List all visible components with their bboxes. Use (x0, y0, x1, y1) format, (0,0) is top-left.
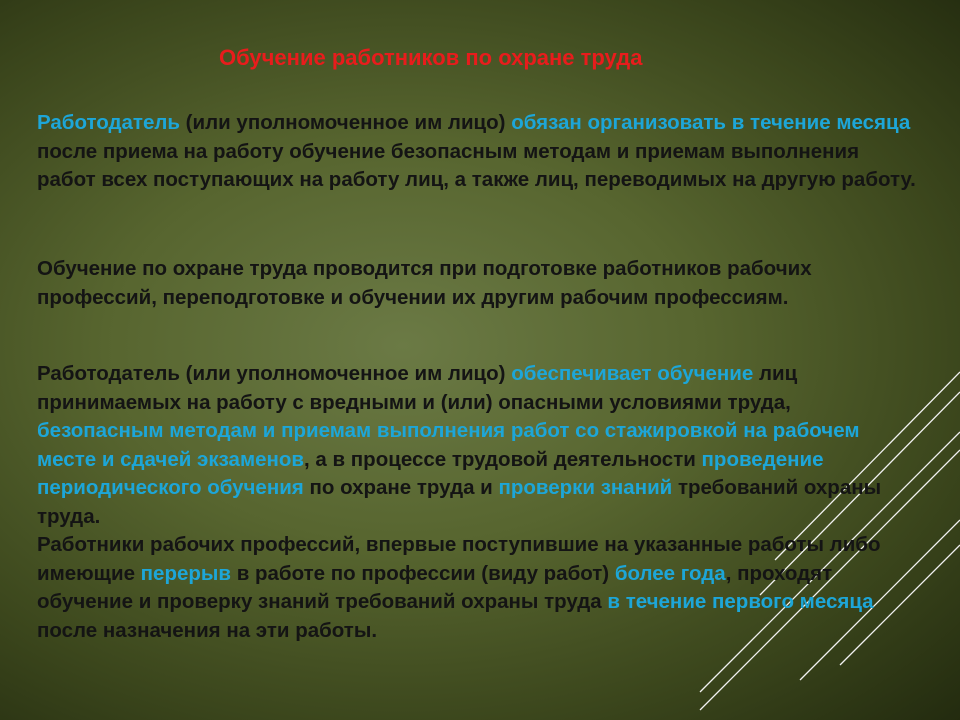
highlighted-text: перерыв (140, 561, 232, 585)
body-text: Работодатель (или уполномоченное им лицо) (37, 362, 512, 385)
body-text: (или уполномоченное им лицо) (179, 111, 512, 134)
body-text: , проходят обучение и проверку знаний требований охраны труда (37, 561, 833, 613)
paragraph-employer-duty (37, 109, 917, 195)
highlighted-text: безопасным методам и приемам выполнения работ со стажировкой на рабочем месте и сдачей экзаменов (37, 419, 860, 471)
slide-title: Обучение работников по охране труда (219, 45, 643, 70)
highlighted-text: обязан организовать в течение месяца (511, 111, 911, 134)
body-text: Обучение по охране труда проводится при подготовке работников рабочих профессий, переподготовке и обучении их другим рабочим профессиям. (37, 257, 812, 309)
highlighted-text: более года (614, 561, 726, 585)
body-text: после назначения на эти работы. (37, 618, 378, 642)
body-text: после приема на работу обучение безопасным методам и приемам выполнения работ всех поступающих на работу лиц, а также лиц, переводимых на другую работу. (37, 139, 916, 191)
paragraph-training-scope (37, 255, 917, 312)
body-text: лиц принимаемых на работу с вредными и (или) опасными условиями труда, (37, 362, 798, 414)
highlighted-text: проведение периодического обучения (37, 447, 824, 499)
highlighted-text: обеспечивает обучение (511, 362, 754, 385)
highlighted-text: в течение первого месяца (607, 590, 874, 613)
highlighted-text: проверки знаний (498, 476, 673, 499)
body-text: по охране труда и (303, 476, 499, 499)
body-text: в работе по профессии (виду работ) (231, 561, 615, 585)
body-text: , а в процессе трудовой деятельности (304, 447, 702, 471)
paragraph-training-provision (37, 360, 917, 645)
body-text: Работники рабочих профессий, впервые поступившие на указанные работы либо имеющие (37, 533, 881, 585)
highlighted-text: Работодатель (37, 111, 180, 134)
body-text: требований охраны труда. (37, 476, 882, 528)
